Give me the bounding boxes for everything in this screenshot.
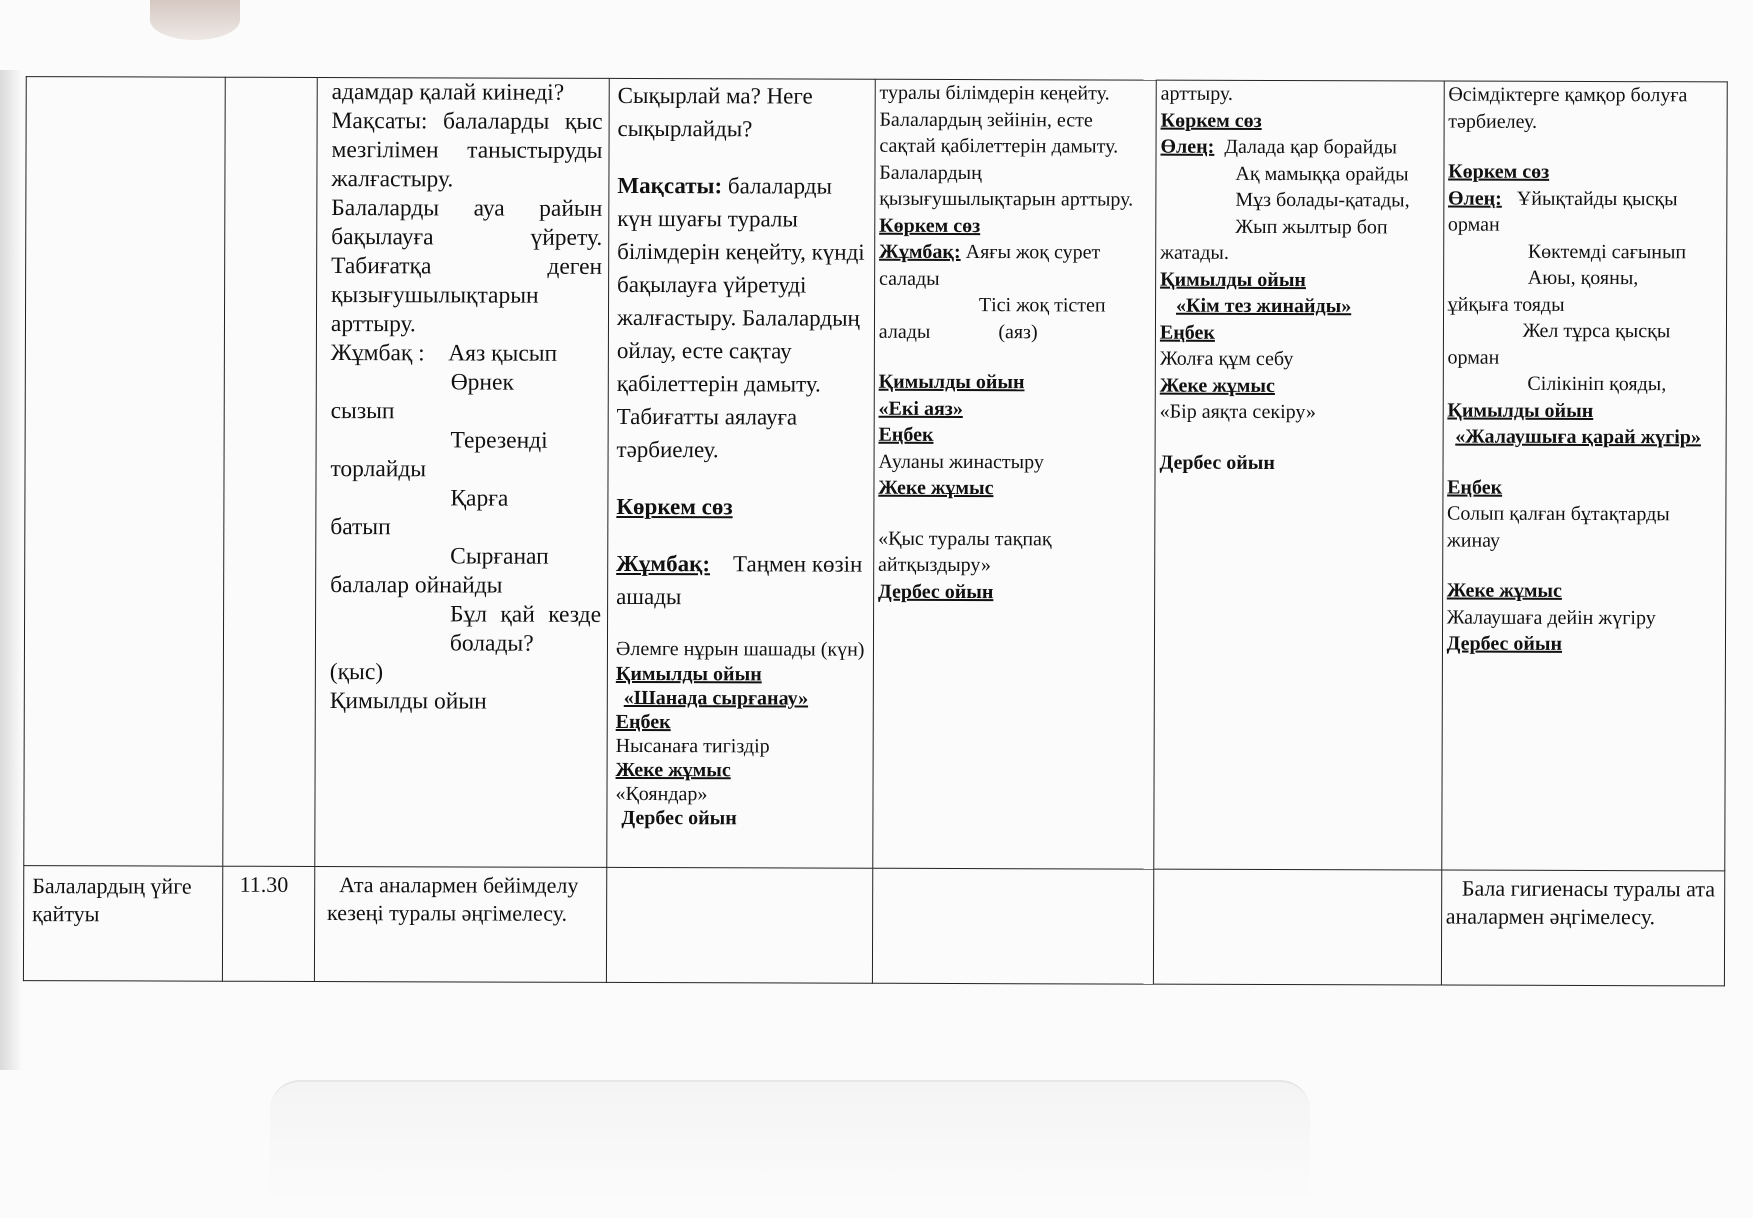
tuesday-cell-empty bbox=[606, 867, 872, 983]
friday-cell bbox=[1441, 870, 1725, 986]
scan-artifact bbox=[270, 1080, 1310, 1202]
section-heading: Еңбек bbox=[615, 710, 671, 734]
cell-text: Мұз болады-қатады, bbox=[1235, 188, 1410, 212]
spacer bbox=[616, 613, 869, 638]
riddle-paragraph bbox=[616, 547, 869, 614]
cell-text: Сырғанап bbox=[450, 543, 549, 570]
wednesday-cell bbox=[873, 79, 1157, 869]
section-heading: Қимылды ойын bbox=[615, 662, 762, 686]
poem-label: Өлең: bbox=[1160, 135, 1215, 158]
cell-text: Мақсаты: балаларды қыс мезгілімен таныстыруды жалғастыру. bbox=[331, 108, 603, 193]
spacer bbox=[879, 345, 1151, 370]
plan-table bbox=[23, 76, 1728, 986]
cell-text: Ақ мамыққа орайды bbox=[1235, 162, 1409, 185]
thursday-cell-empty bbox=[1153, 869, 1441, 985]
spacer bbox=[1160, 425, 1439, 450]
cell-text: Жолға құм себу bbox=[1159, 347, 1294, 371]
section-heading: Жеке жұмыс bbox=[1446, 579, 1562, 602]
cell-text: Аюы, қояны, bbox=[1527, 266, 1639, 290]
riddle-line bbox=[331, 339, 602, 369]
cell-text: адамдар қалай киінеді? bbox=[331, 79, 565, 106]
poem-label: Өлең: bbox=[1447, 187, 1502, 210]
cell-text: батып bbox=[330, 514, 391, 541]
cell-text: жатады. bbox=[1160, 241, 1229, 264]
cell-text: Далада қар борайды bbox=[1224, 135, 1397, 159]
section-heading: Жеке жұмыс bbox=[615, 758, 731, 782]
riddle-answer: (аяз) bbox=[998, 320, 1038, 343]
cell-text: Әлемге нұрын шашады (күн) bbox=[615, 637, 865, 661]
time-cell bbox=[223, 866, 315, 981]
cell-text: Аяғы жоқ сурет салады bbox=[878, 241, 1101, 290]
cell-text: Қарға bbox=[450, 485, 509, 512]
poem-first-line bbox=[1448, 185, 1722, 212]
section-heading: Дербес ойын bbox=[877, 580, 994, 603]
goal-paragraph bbox=[617, 169, 871, 467]
cell-text: алады bbox=[878, 320, 931, 343]
cell-text: Ауланы жинастыру bbox=[878, 450, 1044, 473]
cell-text: арттыру. bbox=[1160, 82, 1233, 105]
cell-text: Солып қалған бұтақтарды жинау bbox=[1446, 502, 1670, 552]
game-title: «Жалаушыға қарай жүгір» bbox=[1455, 425, 1701, 449]
section-heading: Қимылды ойын bbox=[1447, 399, 1594, 422]
time-value: 11.30 bbox=[239, 871, 289, 897]
section-heading: Еңбек bbox=[878, 423, 934, 446]
monday-cell bbox=[315, 77, 610, 867]
activity-cell-empty bbox=[24, 77, 226, 867]
spacer bbox=[1447, 450, 1721, 475]
cell-text: Нысанаға тигіздір bbox=[615, 734, 770, 758]
cell-text: Ұйықтайды қысқы bbox=[1516, 187, 1678, 210]
cell-text: «Бір аяқта секіру» bbox=[1159, 400, 1316, 424]
cell-text: торлайды bbox=[330, 456, 427, 483]
section-heading: Көркем сөз bbox=[1160, 109, 1262, 132]
cell-text: (қыс) bbox=[329, 659, 384, 686]
spacer bbox=[616, 523, 869, 548]
section-heading: Қимылды ойын bbox=[878, 370, 1025, 394]
cell-text: Таңмен көзін ашады bbox=[616, 551, 863, 610]
section-heading: Дербес ойын bbox=[1446, 632, 1563, 655]
cell-text: Жып жылтыр боп bbox=[1235, 215, 1388, 238]
game-title: «Кім тез жинайды» bbox=[1175, 294, 1352, 318]
cell-text: Сықырлай ма? Неге сықырлайды? bbox=[617, 82, 813, 142]
cell-text: орман bbox=[1447, 346, 1500, 369]
cell-text: «Қояндар» bbox=[615, 782, 708, 806]
section-heading: Көркем сөз bbox=[879, 214, 981, 237]
wednesday-cell-empty bbox=[872, 868, 1153, 984]
cell-text: Қимылды ойын bbox=[329, 688, 487, 715]
section-heading: Қимылды ойын bbox=[1160, 268, 1307, 291]
section-heading: Жеке жұмыс bbox=[878, 476, 994, 500]
cell-text: сызып bbox=[330, 398, 395, 425]
monday-cell bbox=[314, 866, 606, 982]
activity-name: Балалардың үйге қайтуы bbox=[32, 873, 192, 927]
game-title: «Шанада сырғанау» bbox=[623, 686, 809, 710]
cell-text: балалар ойнайды bbox=[330, 572, 503, 599]
riddle-label: Жұмбақ: bbox=[616, 550, 711, 577]
poem-first-line bbox=[1160, 134, 1439, 161]
spacer bbox=[878, 501, 1150, 526]
section-heading: Дербес ойын bbox=[1159, 451, 1275, 474]
section-heading: Жеке жұмыс bbox=[1159, 374, 1275, 397]
section-heading: Көркем сөз bbox=[1448, 160, 1550, 183]
cell-text: Балаларды ауа райын бақылауға үйрету. Табиғатқа деген қызығушылықтарын арттыру. bbox=[330, 195, 603, 338]
cell-text: Бұл қай кезде болады? bbox=[449, 601, 602, 657]
riddle-paragraph bbox=[879, 239, 1151, 293]
goal-label: Мақсаты: bbox=[617, 172, 723, 199]
cell-text: Тісі жоқ тістеп bbox=[978, 294, 1106, 317]
cell-text: Жел тұрса қысқы bbox=[1522, 319, 1671, 343]
riddle-label: Жұмбақ: bbox=[879, 240, 961, 264]
cell-text: орман bbox=[1447, 213, 1500, 236]
cell-text: туралы білімдерін кеңейту. bbox=[879, 81, 1110, 105]
cell-text: Терезенді bbox=[450, 427, 548, 454]
cell-text: Көктемді сағынып bbox=[1527, 240, 1687, 263]
friday-cell bbox=[1441, 81, 1727, 871]
activity-cell bbox=[23, 866, 223, 982]
cell-text: «Қыс туралы тақпақ айтқыздыру» bbox=[878, 527, 1052, 577]
time-cell-empty bbox=[223, 77, 317, 866]
cell-text: Өрнек bbox=[450, 369, 514, 396]
cell-text: Бала гигиенасы туралы ата аналармен әңгімелесу. bbox=[1445, 875, 1716, 930]
spacer bbox=[617, 145, 870, 170]
cell-text: Жалаушаға дейін жүгіру bbox=[1446, 606, 1656, 629]
spacer bbox=[1448, 135, 1722, 160]
cell-text: Балалардың қызығушылықтарын арттыру. bbox=[879, 161, 1134, 211]
game-title: «Екі аяз» bbox=[878, 397, 963, 420]
cell-text: ұйқыға тояды bbox=[1447, 293, 1565, 316]
tuesday-cell bbox=[607, 78, 875, 868]
spacer bbox=[616, 466, 869, 491]
table-row bbox=[23, 866, 1724, 986]
table-row bbox=[24, 77, 1727, 871]
section-heading: Көркем сөз bbox=[616, 493, 733, 520]
section-heading: Дербес ойын bbox=[621, 806, 737, 830]
riddle-label: Жұмбақ : bbox=[330, 340, 425, 367]
cell-text: балаларды күн шуағы туралы білімдерін кеңейту, күнді бақылауға үйретуді жалғастыру. Балалардың ойлау, есте сақтау қабілеттерін дамыту. Табиғатты аялауға тәрбиелеу. bbox=[616, 173, 865, 463]
cell-text: Сілікініп қояды, bbox=[1527, 372, 1667, 396]
spacer bbox=[1447, 554, 1721, 579]
cell-text: Өсімдіктерге қамқор болуға тәрбиелеу. bbox=[1448, 83, 1688, 133]
cell-text: Аяз қысып bbox=[448, 340, 558, 367]
cell-text: Ата аналармен бейімделу кезеңі туралы әңгімелесу. bbox=[327, 872, 579, 926]
section-heading: Еңбек bbox=[1447, 476, 1503, 499]
cell-text: Балалардың зейінін, есте сақтай қабілеттерін дамыту. bbox=[879, 108, 1119, 158]
thursday-cell bbox=[1154, 80, 1444, 870]
section-heading: Еңбек bbox=[1159, 321, 1215, 344]
riddle-answer-line bbox=[879, 318, 1151, 345]
